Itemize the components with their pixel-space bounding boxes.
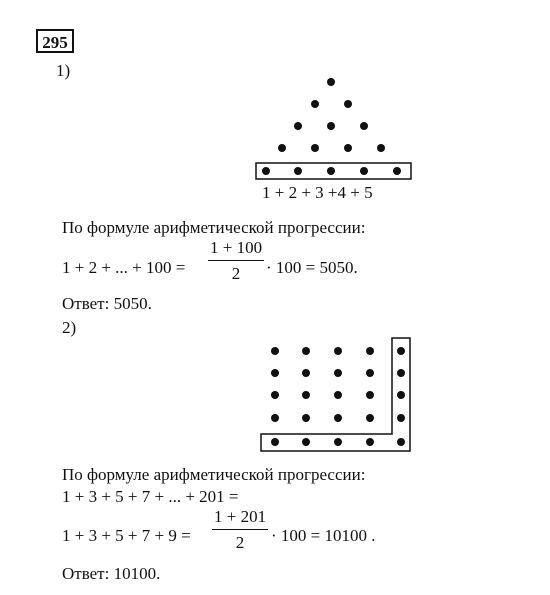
part1-fraction [208, 238, 264, 284]
part1-label: 1) [56, 61, 71, 80]
part2-fraction-numerator: 1 + 201 [212, 507, 268, 530]
square-dots-figure [255, 335, 415, 455]
part2-fraction [212, 507, 268, 553]
part1-formula-intro: По формуле арифметической прогрессии: [62, 218, 366, 237]
part2-sum-line: 1 + 3 + 5 + 7 + ... + 201 = [62, 487, 239, 506]
triangle-dots-figure [250, 72, 420, 187]
part2-formula-intro: По формуле арифметической прогрессии: [62, 465, 366, 484]
part2-equation-left: 1 + 3 + 5 + 7 + 9 = [62, 526, 191, 545]
part1-equation-left: 1 + 2 + ... + 100 = [62, 258, 186, 277]
part1-answer: Ответ: 5050. [62, 294, 152, 313]
figure-caption: 1 + 2 + 3 +4 + 5 [262, 183, 373, 202]
part1-fraction-numerator: 1 + 100 [208, 238, 264, 261]
part2-fraction-denominator: 2 [235, 533, 245, 552]
problem-number: 295 [36, 29, 74, 53]
part2-answer: Ответ: 10100. [62, 564, 161, 583]
part1-equation-right: · 100 = 5050. [266, 258, 358, 277]
part1-fraction-denominator: 2 [231, 264, 241, 283]
part2-equation-right: · 100 = 10100 . [271, 526, 376, 545]
part2-label: 2) [62, 318, 77, 337]
